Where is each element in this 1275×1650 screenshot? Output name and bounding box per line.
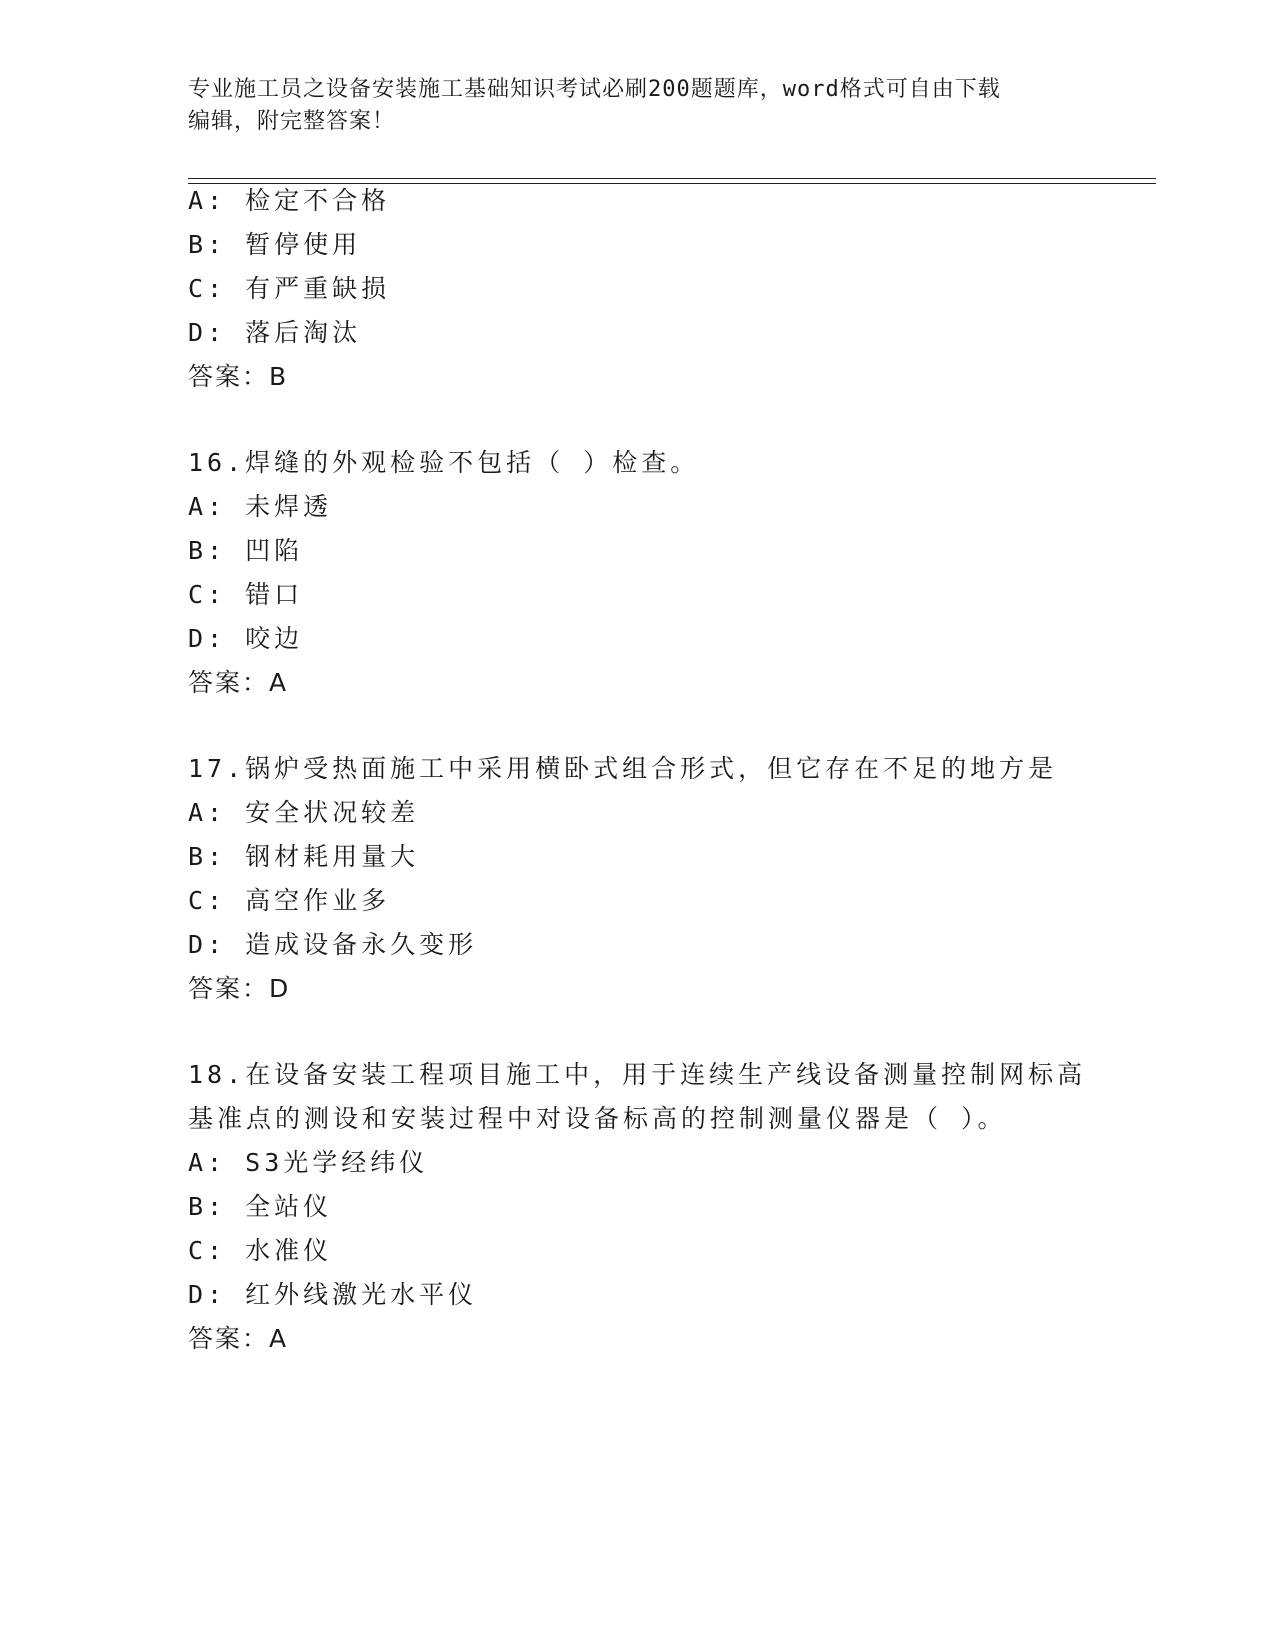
document-header: [188, 74, 1088, 138]
q18-answer: 答案：A: [188, 1324, 289, 1353]
q15-option-c: C: 有严重缺损: [188, 274, 391, 303]
q16-option-d: D: 咬边: [188, 624, 304, 653]
header-line-1: 专业施工员之设备安装施工基础知识考试必刷200题题库，word格式可自由下载: [188, 77, 1001, 102]
q17-option-b: B: 钢材耗用量大: [188, 842, 420, 871]
q17-option-c: C: 高空作业多: [188, 886, 391, 915]
q16-option-b: B: 凹陷: [188, 536, 304, 565]
q17-option-d: D: 造成设备永久变形: [188, 930, 478, 959]
q16-option-a: A: 未焊透: [188, 492, 333, 521]
q18-option-a: A: S3光学经纬仪: [188, 1148, 429, 1177]
q18-question-line-2: 基准点的测设和安装过程中对设备标高的控制测量仪器是（ ）。: [188, 1104, 1007, 1133]
q18-option-d: D: 红外线激光水平仪: [188, 1280, 478, 1309]
q17-answer: 答案：D: [188, 974, 291, 1003]
header-divider-double: [188, 183, 1156, 184]
q18-option-c: C: 水准仪: [188, 1236, 333, 1265]
q15-option-d: D: 落后淘汰: [188, 318, 362, 347]
header-divider: [188, 178, 1156, 179]
q15-answer: 答案：B: [188, 362, 289, 391]
q16-question: 16.焊缝的外观检验不包括（ ）检查。: [188, 448, 700, 477]
q16-option-c: C: 错口: [188, 580, 304, 609]
header-line-2: 编辑，附完整答案！: [188, 109, 396, 134]
q15-option-a: A: 检定不合格: [188, 186, 391, 215]
q15-option-b: B: 暂停使用: [188, 230, 362, 259]
q17-option-a: A: 安全状况较差: [188, 798, 420, 827]
q18-option-b: B: 全站仪: [188, 1192, 333, 1221]
q17-question: 17.锅炉受热面施工中采用横卧式组合形式，但它存在不足的地方是: [188, 754, 1058, 783]
q18-question-line-1: 18.在设备安装工程项目施工中，用于连续生产线设备测量控制网标高: [188, 1060, 1087, 1089]
q16-answer: 答案：A: [188, 668, 289, 697]
